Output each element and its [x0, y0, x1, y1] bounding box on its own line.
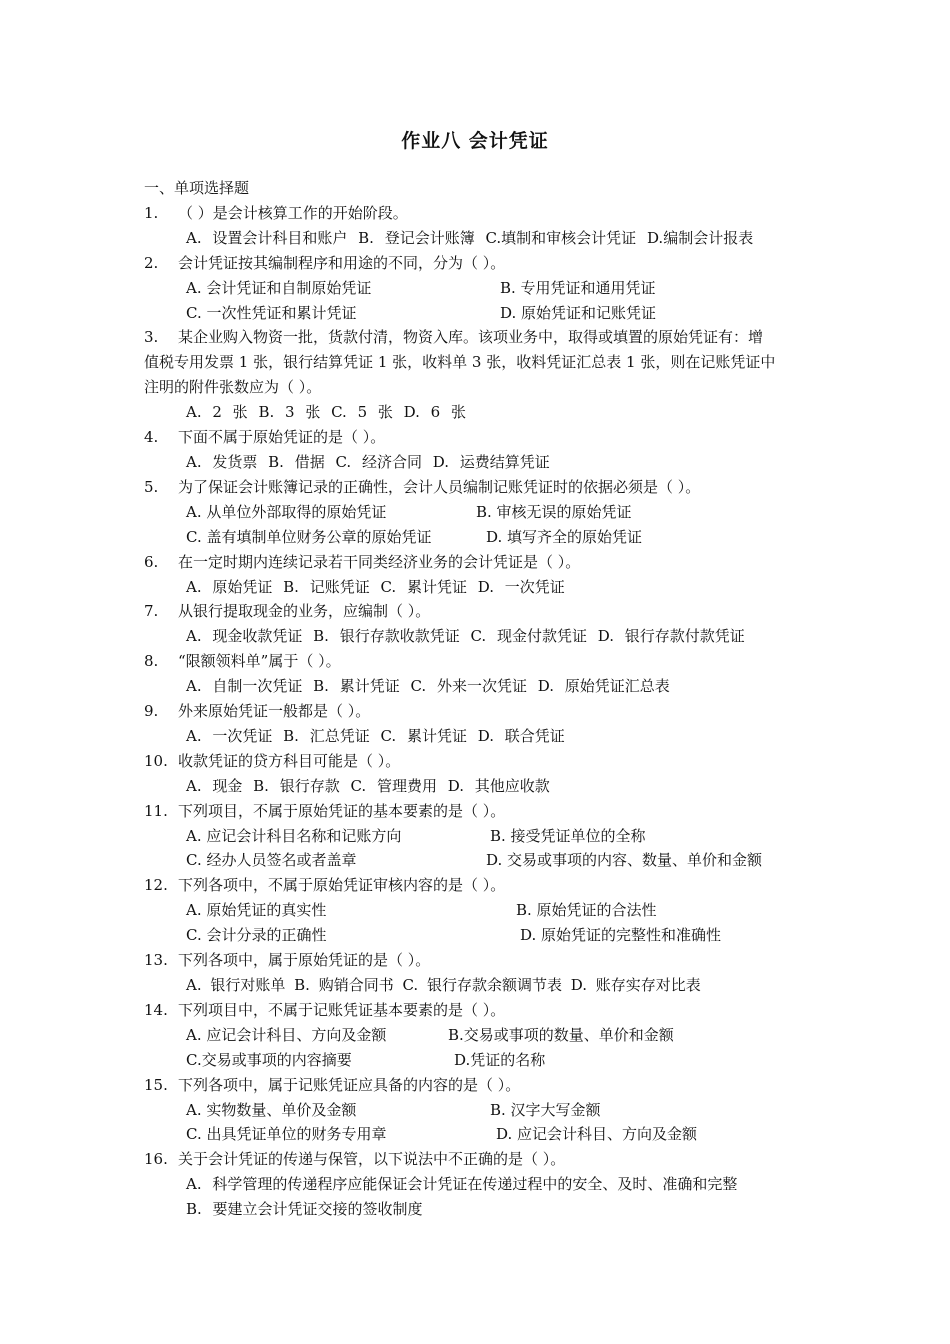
- question-5: [144, 475, 844, 500]
- question-7: [144, 599, 844, 624]
- question-12: [144, 873, 844, 898]
- question-6-options: A. 原始凭证 B. 记账凭证 C. 累计凭证 D. 一次凭证: [186, 577, 565, 596]
- question-16-option-b: B. 要建立会计凭证交接的签收制度: [186, 1200, 423, 1219]
- option-c: C. 盖有填制单位财务公章的原始凭证: [186, 527, 432, 546]
- question-number: 4.: [144, 428, 159, 447]
- question-text: 收款凭证的贷方科目可能是（ ）。: [178, 751, 401, 770]
- question-text: 下列项目中，不属于记账凭证基本要素的是（ ）。: [178, 1000, 506, 1019]
- question-10: [144, 749, 844, 774]
- question-3: [144, 325, 844, 350]
- option-b: B. 专用凭证和通用凭证: [500, 278, 656, 297]
- question-text: 下列各项中，属于记账凭证应具备的内容的是（ ）。: [178, 1075, 521, 1094]
- question-number: 11.: [144, 801, 168, 820]
- question-text: 从银行提取现金的业务，应编制（ ）。: [178, 602, 431, 621]
- option-c: C. 出具凭证单位的财务专用章: [186, 1125, 387, 1144]
- question-number: 6.: [144, 552, 159, 571]
- option-d: D.凭证的名称: [454, 1050, 546, 1069]
- option-d: D. 填写齐全的原始凭证: [486, 527, 643, 546]
- question-1: [144, 201, 844, 226]
- question-number: 7.: [144, 602, 159, 621]
- question-number: 3.: [144, 328, 159, 347]
- question-14-options-row-1: [144, 1023, 844, 1048]
- question-9: [144, 699, 844, 724]
- question-8-options: A. 自制一次凭证 B. 累计凭证 C. 外来一次凭证 D. 原始凭证汇总表: [186, 677, 670, 696]
- option-d: D. 应记会计科目、方向及金额: [496, 1125, 698, 1144]
- question-7-options: A. 现金收款凭证 B. 银行存款收款凭证 C. 现金付款凭证 D. 银行存款付款凭证: [186, 627, 745, 646]
- question-3-options: A. 2 张 B. 3 张 C. 5 张 D. 6 张: [186, 403, 466, 422]
- question-text: 会计凭证按其编制程序和用途的不同，分为（ ）。: [178, 253, 506, 272]
- option-c: C. 经办人员签名或者盖章: [186, 851, 357, 870]
- question-14: [144, 998, 844, 1023]
- question-12-options-row-2: [144, 923, 844, 948]
- option-d: D. 交易或事项的内容、数量、单价和金额: [486, 851, 763, 870]
- option-c: C. 一次性凭证和累计凭证: [186, 303, 357, 322]
- option-a: A. 会计凭证和自制原始凭证: [186, 278, 372, 297]
- option-c: C. 会计分录的正确性: [186, 926, 327, 945]
- question-3-continuation-2: 注明的附件张数应为（ ）。: [144, 378, 322, 397]
- question-text: 下列各项中，属于原始凭证的是（ ）。: [178, 951, 431, 970]
- option-a: A. 应记会计科目名称和记账方向: [186, 826, 402, 845]
- question-2: [144, 251, 844, 276]
- question-text: 为了保证会计账簿记录的正确性，会计人员编制记账凭证时的依据必须是（ ）。: [178, 477, 701, 496]
- question-number: 5.: [144, 477, 159, 496]
- question-text: 下列项目，不属于原始凭证的基本要素的是（ ）。: [178, 801, 506, 820]
- question-number: 10.: [144, 751, 168, 770]
- section-heading: 一、单项选择题: [144, 179, 250, 197]
- question-15-options-row-2: [144, 1122, 844, 1147]
- question-number: 15.: [144, 1075, 168, 1094]
- question-6: [144, 550, 844, 575]
- option-a: A. 原始凭证的真实性: [186, 901, 327, 920]
- question-4-options: A. 发货票 B. 借据 C. 经济合同 D. 运费结算凭证: [186, 452, 550, 471]
- question-number: 9.: [144, 702, 159, 721]
- question-10-options: A. 现金 B. 银行存款 C. 管理费用 D. 其他应收款: [186, 776, 550, 795]
- question-8: [144, 649, 844, 674]
- question-number: 16.: [144, 1150, 168, 1169]
- option-a: A. 实物数量、单价及金额: [186, 1100, 357, 1119]
- question-16-option-a: A. 科学管理的传递程序应能保证会计凭证在传递过程中的安全、及时、准确和完整: [186, 1175, 738, 1194]
- question-number: 2.: [144, 253, 159, 272]
- option-b: B. 原始凭证的合法性: [516, 901, 657, 920]
- question-16: [144, 1147, 844, 1172]
- question-9-options: A. 一次凭证 B. 汇总凭证 C. 累计凭证 D. 联合凭证: [186, 726, 565, 745]
- option-b: B. 汉字大写金额: [490, 1100, 601, 1119]
- option-b: B. 审核无误的原始凭证: [476, 502, 632, 521]
- question-1-options: A. 设置会计科目和账户 B. 登记会计账簿 C.填制和审核会计凭证 D.编制会计报表: [186, 228, 754, 247]
- question-text: （ ）是会计核算工作的开始阶段。: [178, 203, 408, 222]
- question-text: 下面不属于原始凭证的是（ ）。: [178, 428, 386, 447]
- question-number: 8.: [144, 652, 159, 671]
- question-2-options-row-2: [144, 301, 844, 326]
- question-11-options-row-2: [144, 848, 844, 873]
- question-13-options: A. 银行对账单 B. 购销合同书 C. 银行存款余额调节表 D. 账存实存对比表: [186, 976, 701, 994]
- page-title: 作业八 会计凭证: [401, 130, 549, 152]
- question-text: 在一定时期内连续记录若干同类经济业务的会计凭证是（ ）。: [178, 552, 581, 571]
- question-12-options-row-1: [144, 898, 844, 923]
- option-b: B. 接受凭证单位的全称: [490, 826, 646, 845]
- document-body: [144, 176, 844, 1222]
- question-3-continuation-1: 值税专用发票 1 张，银行结算凭证 1 张，收料单 3 张，收料凭证汇总表 1 张，则在记账凭证中: [144, 353, 776, 372]
- question-text: 关于会计凭证的传递与保管，以下说法中不正确的是（ ）。: [178, 1150, 566, 1169]
- option-a: A. 应记会计科目、方向及金额: [186, 1025, 387, 1044]
- option-a: A. 从单位外部取得的原始凭证: [186, 502, 387, 521]
- question-text: 某企业购入物资一批，货款付清，物资入库。该项业务中，取得或填置的原始凭证有：增: [178, 328, 764, 347]
- question-14-options-row-2: [144, 1048, 844, 1073]
- question-4: [144, 425, 844, 450]
- option-c: C.交易或事项的内容摘要: [186, 1050, 352, 1069]
- question-15: [144, 1073, 844, 1098]
- question-number: 13.: [144, 951, 168, 970]
- question-text: “限额领料单”属于（ ）。: [178, 652, 341, 671]
- question-text: 外来原始凭证一般都是（ ）。: [178, 702, 371, 721]
- option-d: D. 原始凭证的完整性和准确性: [520, 926, 722, 945]
- question-11-options-row-1: [144, 824, 844, 849]
- question-number: 1.: [144, 203, 159, 222]
- question-2-options-row-1: [144, 276, 844, 301]
- option-b: B.交易或事项的数量、单价和金额: [448, 1025, 674, 1044]
- question-15-options-row-1: [144, 1098, 844, 1123]
- question-13: [144, 948, 844, 973]
- question-number: 14.: [144, 1000, 168, 1019]
- option-d: D. 原始凭证和记账凭证: [500, 303, 657, 322]
- question-5-options-row-1: [144, 500, 844, 525]
- question-5-options-row-2: [144, 525, 844, 550]
- question-text: 下列各项中，不属于原始凭证审核内容的是（ ）。: [178, 876, 506, 895]
- question-number: 12.: [144, 876, 168, 895]
- question-11: [144, 799, 844, 824]
